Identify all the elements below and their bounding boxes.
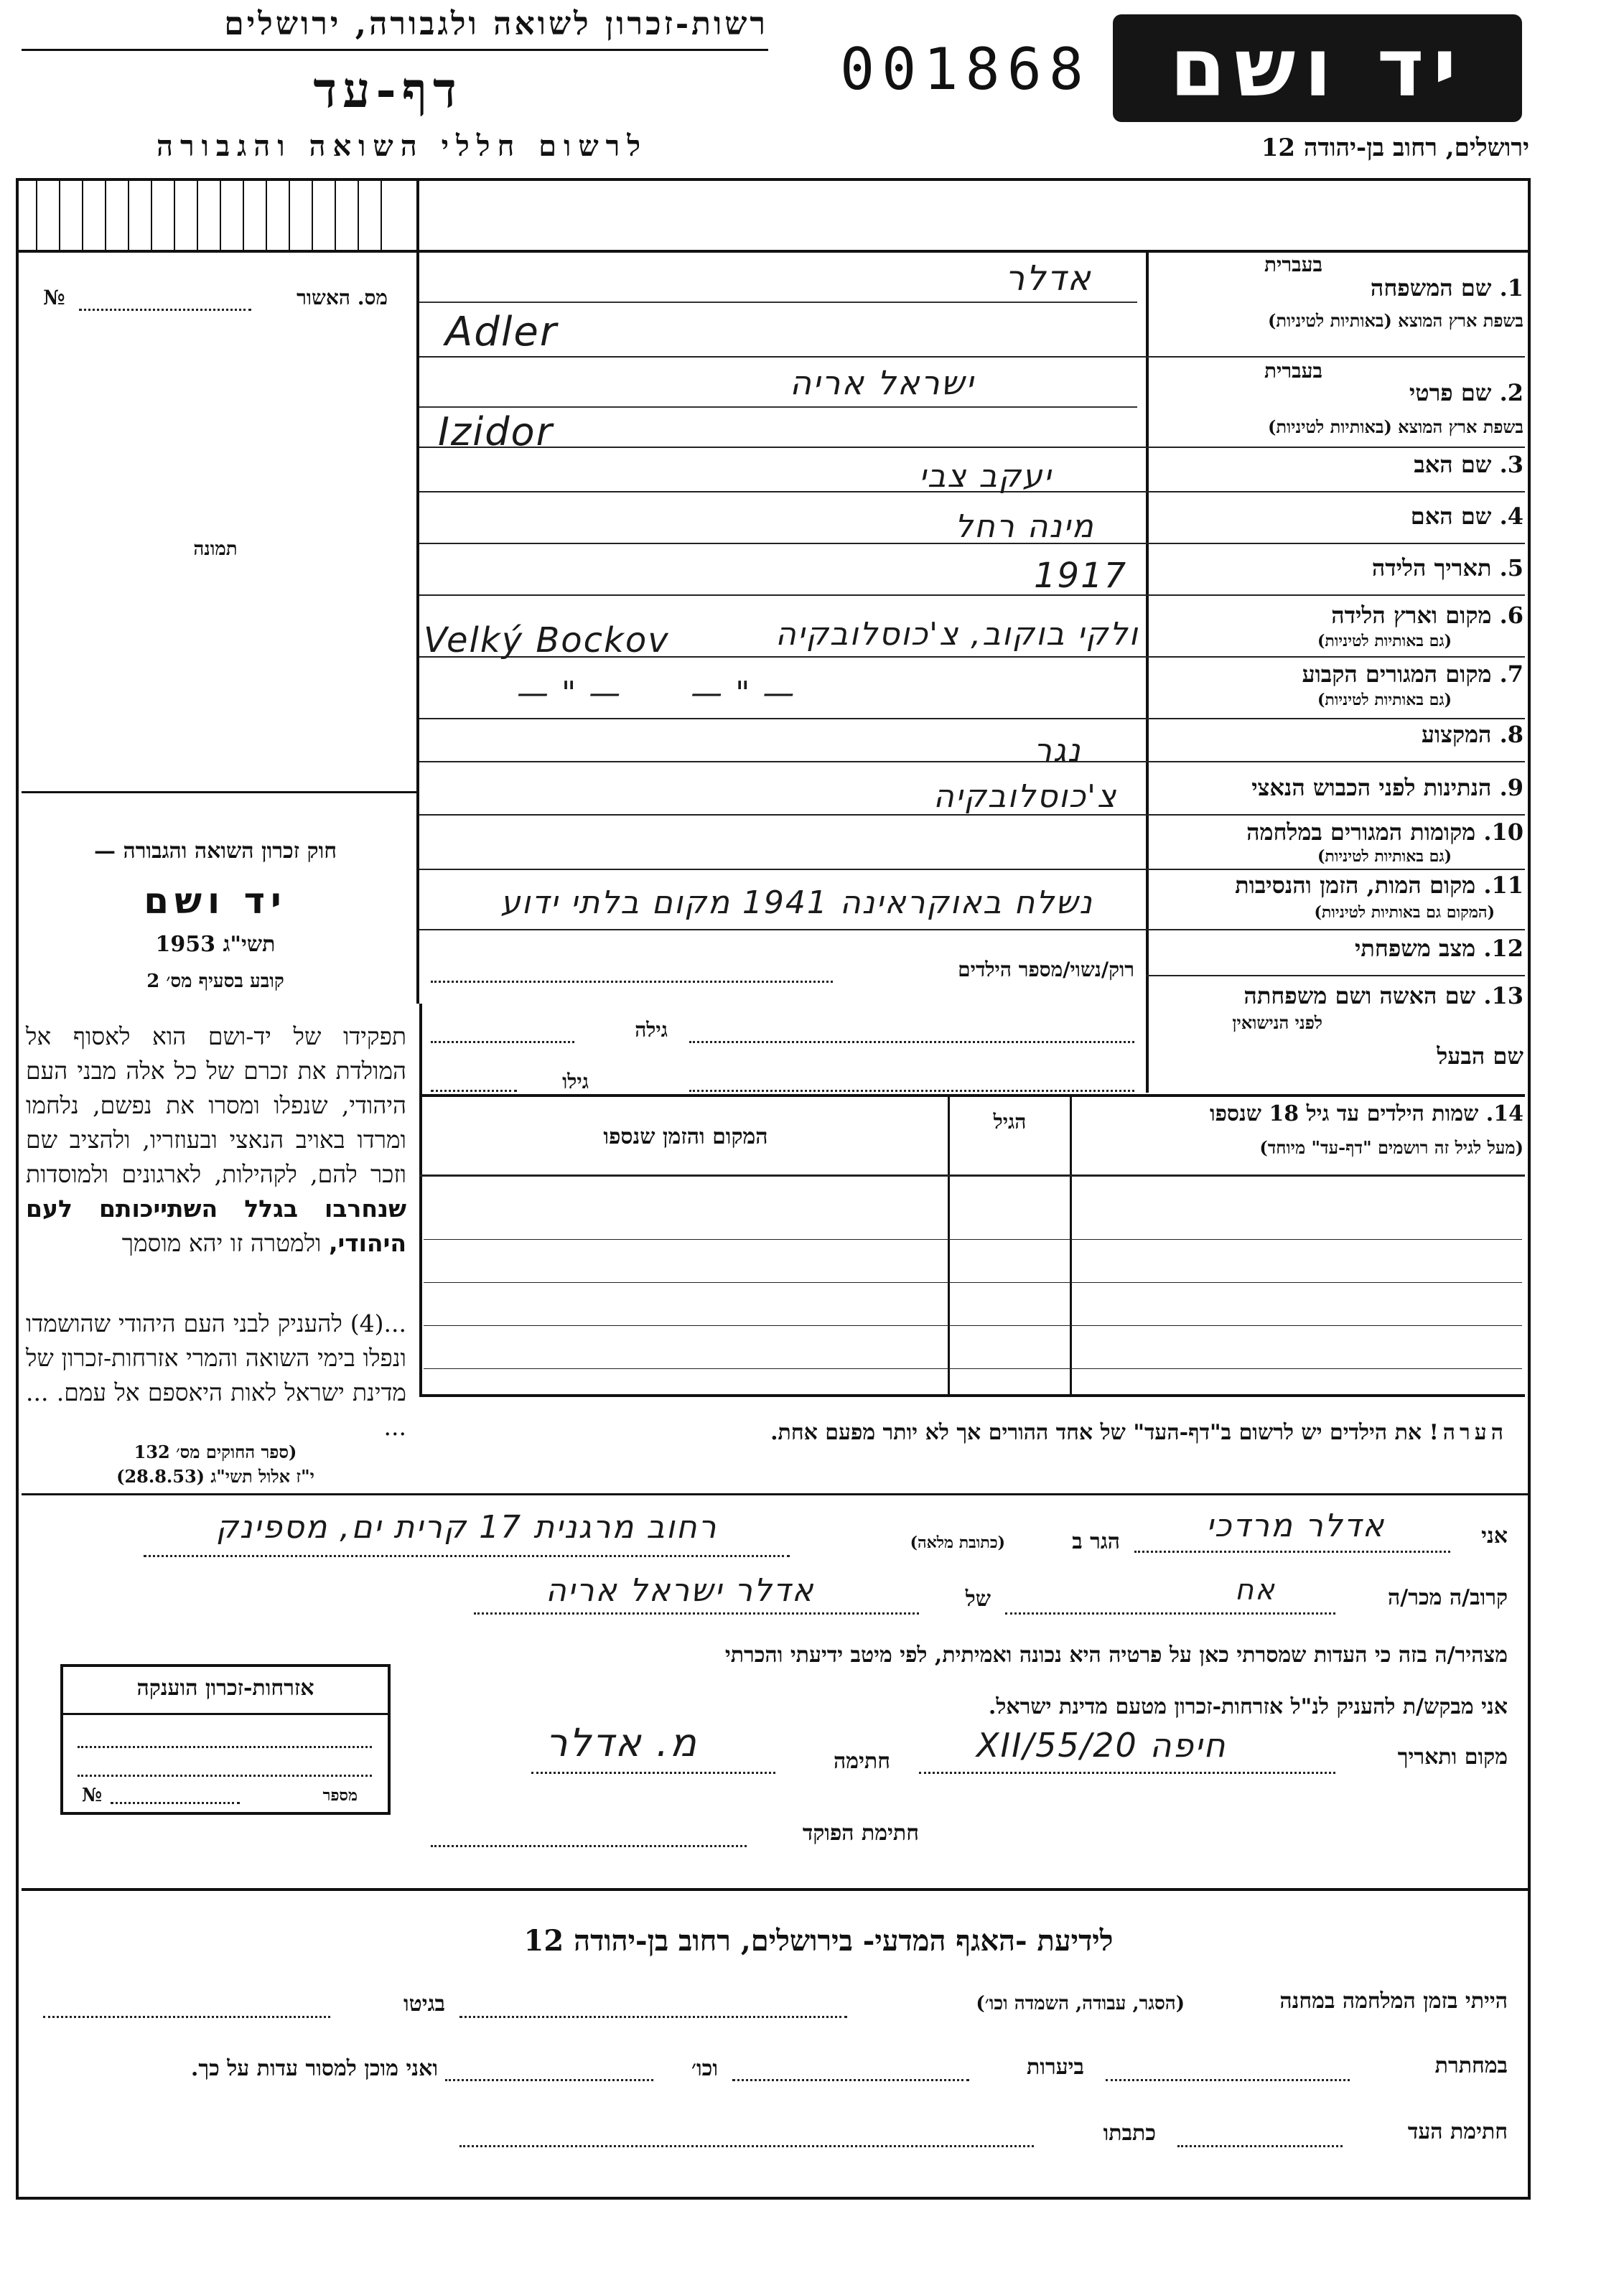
children-row-line[interactable] <box>424 1325 1522 1326</box>
field-8-value[interactable]: נגר <box>1034 732 1082 769</box>
field-3-label <box>1414 451 1523 478</box>
field-4-num: 4. <box>1499 503 1523 530</box>
field-2-hebrew-line <box>419 406 1137 408</box>
children-col-place: המקום והזמן שנספו <box>603 1124 768 1149</box>
note-text: את הילדים יש לרשום ב"דף-העד" של אחד ההורים אך לא יותר מפעם אחת. <box>770 1420 1422 1445</box>
field-2-hebrew-sub: בעברית <box>1264 359 1322 383</box>
field-7-num: 7. <box>1499 660 1523 688</box>
form-title: דף-עד <box>313 62 462 119</box>
field-10-num: 10. <box>1483 818 1523 846</box>
field-6-latin-value[interactable]: Velký Bockov <box>424 620 670 660</box>
decl-address-value[interactable]: רחוב מרגנית 17 קרית ים, מספינק <box>215 1509 718 1546</box>
law-paragraph-2: ...(4) להעניק לבני העם היהודי שהושמדו ונפלו בימי השואה והמרי אזרחות-זכרון של מדינת ישראל לאות היאספם אל עמם. ... ... <box>26 1309 406 1441</box>
bottom-l2-etc: וכו׳ <box>691 2056 718 2081</box>
field-1-num: 1. <box>1499 274 1523 302</box>
field-1-hebrew-line <box>419 302 1137 303</box>
field-13-text: שם האשה ושם משפחתה <box>1243 982 1476 1009</box>
law-clause: קובע בסעיף מס׳ 2 <box>146 971 284 992</box>
field-11-label <box>1235 872 1523 899</box>
bottom-l2-end: ואני מוכן למסור עדות על כך. <box>190 2056 438 2081</box>
children-left-wall <box>419 1004 422 1395</box>
bottom-l1-hint: (הסגר, עבודה, השמדה וכו׳) <box>976 1993 1185 2014</box>
logo-text: יד ושם <box>1170 22 1465 115</box>
field-5-rule <box>419 594 1525 596</box>
children-col-age-left <box>948 1097 950 1395</box>
approval-no-sign: № <box>43 286 65 309</box>
decl-signature-value[interactable]: מ. אדלר <box>546 1720 698 1765</box>
field-10-text: מקומות המגורים במלחמה <box>1246 818 1476 846</box>
children-num: 14. <box>1485 1101 1523 1126</box>
header-rule <box>22 49 768 51</box>
field-4-text: שם האם <box>1410 503 1492 530</box>
bottom-l1-start: הייתי בזמן המלחמה במחנה <box>1279 1989 1508 2014</box>
husband-label: שם הבעל <box>1437 1042 1523 1070</box>
field-8-text: המקצוע <box>1421 721 1492 748</box>
certificate-line-2[interactable] <box>78 1775 372 1777</box>
bottom-l1-ghetto-line[interactable] <box>43 2016 330 2018</box>
field-11-value[interactable]: נשלח באוקראינה 1941 מקום בלתי ידוע <box>500 884 1093 921</box>
bottom-l2-start: במחתרת <box>1434 2053 1508 2078</box>
bottom-title: לידיעת -האגף המדעי- בירושלים, רחוב בן-יהודה 12 <box>523 1924 1114 1958</box>
children-row-line[interactable] <box>424 1282 1522 1283</box>
field-10-label <box>1246 818 1523 846</box>
decl-of-line <box>474 1612 919 1615</box>
decl-relation-line <box>1005 1612 1335 1615</box>
decl-place-date-value[interactable]: חיפה 20/XII/55 <box>976 1726 1227 1765</box>
field-6-label <box>1331 602 1523 629</box>
field-1-latin-value[interactable]: Adler <box>445 309 558 355</box>
bottom-l2-etc-line[interactable] <box>445 2079 653 2081</box>
field-6-num: 6. <box>1499 602 1523 629</box>
field-1-hebrew-sub: בעברית <box>1264 253 1322 276</box>
children-sub: (מעל לגיל זה רושמים "דף-עד" מיוחד) <box>1259 1137 1523 1158</box>
field-13-label <box>1243 982 1523 1009</box>
authority-title: רשות-זכרון לשואה ולגבורה, ירושלים <box>224 6 768 42</box>
field-5-value[interactable]: 1917 <box>1034 556 1128 596</box>
law-year: תשי"ג 1953 <box>155 932 276 957</box>
bottom-l3-address-line[interactable] <box>459 2145 1034 2147</box>
children-col-age: הגיל <box>993 1110 1027 1134</box>
field-8-rule <box>419 761 1525 762</box>
field-7-label <box>1302 660 1523 688</box>
field-13-line[interactable] <box>689 1041 1134 1043</box>
husband-line[interactable] <box>689 1090 1134 1092</box>
certificate-title: אזרחות-זכרון הוענקה <box>136 1676 314 1701</box>
bottom-l1-end: בגיטו <box>403 1991 445 2017</box>
approval-number-line[interactable] <box>79 309 251 311</box>
field-8-label <box>1422 721 1523 748</box>
field-12-inline-label: רוק/נשוי/מספר הילדים <box>958 958 1134 981</box>
field-12-text: מצב משפחתי <box>1355 935 1476 962</box>
field-9-label <box>1251 774 1523 801</box>
field-9-num: 9. <box>1499 774 1523 801</box>
field-4-label <box>1411 503 1523 530</box>
decl-resides-label: הגר ב <box>1072 1529 1120 1554</box>
field-2-latin-value[interactable]: Izidor <box>438 409 554 454</box>
decl-of-label: של <box>965 1587 991 1612</box>
decl-statement-1: מצהיר/ה בזה כי העדות שמסרתי כאן על פרטיה היא נכונה ואמיתית, לפי מיטב ידיעתי והכרתי <box>724 1643 1508 1668</box>
certificate-number-line[interactable] <box>111 1802 240 1804</box>
decl-i-label: אני <box>1481 1523 1508 1549</box>
declaration-bottom-rule <box>22 1888 1529 1891</box>
field-1-text: שם המשפחה <box>1370 274 1492 302</box>
decl-signature-line <box>531 1772 775 1774</box>
field-7-sub: (גם באותיות לטיניות) <box>1317 691 1452 709</box>
certificate-number-sign: № <box>82 1785 103 1806</box>
bottom-l2-forest-line[interactable] <box>732 2079 969 2081</box>
note-row <box>445 1420 1508 1445</box>
bottom-l1-line[interactable] <box>459 2016 847 2018</box>
field-12-num: 12. <box>1483 935 1523 962</box>
law-title: חוק זכרון השואה והגבורה — <box>94 839 337 864</box>
decl-place-date-label: מקום ותאריך <box>1397 1744 1508 1770</box>
decl-relative-label: קרוב/ה מכר/ה <box>1388 1585 1508 1610</box>
field-1-label <box>1371 274 1523 302</box>
field-11-num: 11. <box>1483 872 1523 899</box>
certificate-title-rule <box>63 1713 388 1715</box>
field-13-age-label: גילה <box>635 1018 668 1042</box>
children-table-bottom <box>419 1394 1525 1397</box>
field-2-hebrew-value[interactable]: ישראל אריה <box>790 363 975 402</box>
law-paragraph-1 <box>26 1019 406 1261</box>
law-name: יד ושם <box>144 880 287 922</box>
decl-official-sig-label: חתימת הפוקד <box>802 1821 919 1846</box>
children-label <box>1210 1101 1523 1126</box>
photo-bottom-rule <box>22 791 418 793</box>
note-label: הערה! <box>1429 1420 1508 1445</box>
bottom-l3-mid: כתבתו <box>1103 2121 1156 2146</box>
decl-address-hint: (כתובת מלאה) <box>910 1533 1005 1552</box>
field-2-text: שם פרטי <box>1409 379 1492 406</box>
field-6-sub: (גם באותיות לטיניות) <box>1317 632 1452 650</box>
field-3-num: 3. <box>1499 451 1523 478</box>
field-2-num: 2. <box>1499 379 1523 406</box>
field-12-line[interactable] <box>431 981 833 983</box>
photo-label: תמונה <box>193 538 238 560</box>
field-2-latin-sub: בשפת ארץ המוצא (באותיות לטיניות) <box>1268 416 1523 437</box>
field-1-latin-sub: בשפת ארץ המוצא (באותיות לטיניות) <box>1268 310 1523 331</box>
serial-number: 001868 <box>840 36 1091 103</box>
law-source: (ספר החוקים מס׳ 132 <box>134 1442 297 1462</box>
decl-of-value[interactable]: אדלר ישראל אריה <box>546 1572 815 1609</box>
certificate-number-label: מספר <box>322 1786 358 1805</box>
field-13-sub: לפני הנישואין <box>1232 1012 1322 1033</box>
photo-area <box>22 330 409 790</box>
field-11-text: מקום המות, הזמן והנסיבות <box>1235 872 1476 899</box>
law-para1-bold: שנחרבו בגלל השתייכותם לעם היהודי, <box>26 1195 406 1257</box>
field-10-sub: (גם באותיות לטיניות) <box>1317 847 1452 866</box>
decl-statement-2: אני מבקש/ת להעניק לנ"ל אזרחות-זכרון מטעם מדינת ישראל. <box>988 1694 1508 1719</box>
field-5-label <box>1372 554 1523 581</box>
field-1-rule <box>419 356 1525 358</box>
label-column-divider <box>1146 253 1149 1093</box>
field-10-rule <box>419 869 1525 870</box>
field-11-rule <box>419 929 1525 930</box>
note-bottom-rule <box>22 1493 1529 1495</box>
field-2-label <box>1409 379 1523 406</box>
certificate-line-1[interactable] <box>78 1746 372 1748</box>
field-13-num: 13. <box>1483 982 1523 1009</box>
field-7-rule <box>419 718 1525 719</box>
bottom-l2-mid: ביערות <box>1026 2055 1084 2080</box>
field-12-rule <box>1146 975 1525 976</box>
field-2-rule <box>419 447 1525 448</box>
field-5-text: תאריך הלידה <box>1371 554 1492 581</box>
field-1-hebrew-value[interactable]: אדלר <box>1005 258 1092 299</box>
field-8-num: 8. <box>1499 721 1523 748</box>
certificate-box <box>60 1664 391 1815</box>
field-9-value[interactable]: צ'כוסלובקיה <box>933 778 1118 815</box>
approval-label: מס. האשור <box>297 286 388 309</box>
field-9-text: הנתינות לפני הכבוש הנאצי <box>1251 774 1492 801</box>
husband-age-line[interactable] <box>431 1090 517 1092</box>
field-12-label <box>1355 935 1523 962</box>
decl-official-sig-line[interactable] <box>431 1845 747 1847</box>
law-para1-end: ולמטרה זו יהא מוסמך <box>121 1229 322 1257</box>
children-row-line[interactable] <box>424 1239 1522 1240</box>
decl-relation-value[interactable]: אח <box>1235 1574 1276 1607</box>
husband-age-label: גילו <box>562 1070 589 1093</box>
bottom-l3-signature-line[interactable] <box>1177 2145 1343 2147</box>
field-6-hebrew-value[interactable]: ולקי בוקוב, צ'כוסלובקיה <box>775 616 1139 653</box>
decl-i-value[interactable]: אדלר מרדכי <box>1206 1508 1386 1544</box>
decl-signature-label: חתימה <box>834 1749 890 1774</box>
decl-address-line <box>144 1555 790 1557</box>
decl-place-date-line <box>919 1772 1335 1774</box>
decl-i-line <box>1134 1551 1450 1553</box>
field-11-sub: (המקום גם באותיות לטיניות) <box>1314 903 1495 922</box>
children-col-age-right <box>1070 1097 1072 1395</box>
field-5-num: 5. <box>1499 554 1523 581</box>
children-table-top <box>419 1094 1525 1097</box>
bottom-l2-underground-line[interactable] <box>1106 2079 1350 2081</box>
bottom-l3-start: חתימת העד <box>1407 2119 1508 2144</box>
field-3-value[interactable]: יעקב צבי <box>919 458 1053 495</box>
header-address: ירושלים, רחוב בן-יהודה 12 <box>1261 134 1529 162</box>
law-para1-text: תפקידו של יד-ושם הוא לאסוף אל המולדת את זכרם של כל אלה מבני העם היהודי, שנפלו ומסרו את נפשם, נלחמו ומרדו באויב הנאצי ובעוזריו, ולהציב שם וזכר להם, לקהילות, לארגונים ולמוסדות <box>26 1022 406 1188</box>
field-7-value[interactable]: — " — — " — <box>517 675 796 711</box>
form-subtitle: לרשום חללי השואה והגבורה <box>156 129 648 163</box>
children-header-rule <box>419 1174 1525 1177</box>
children-title: שמות הילדים עד גיל 18 שנספו <box>1209 1101 1479 1126</box>
law-date: י"ז אלול תשי"ג (28.8.53) <box>116 1466 314 1487</box>
field-3-text: שם האב <box>1414 451 1492 478</box>
field-4-value[interactable]: מינה רחל <box>955 508 1095 545</box>
children-row-line[interactable] <box>424 1368 1522 1369</box>
yad-vashem-logo <box>1113 14 1522 122</box>
field-13-age-line[interactable] <box>431 1041 574 1043</box>
field-7-text: מקום המגורים הקבוע <box>1302 660 1492 688</box>
field-6-text: מקום וארץ הלידה <box>1331 602 1492 629</box>
